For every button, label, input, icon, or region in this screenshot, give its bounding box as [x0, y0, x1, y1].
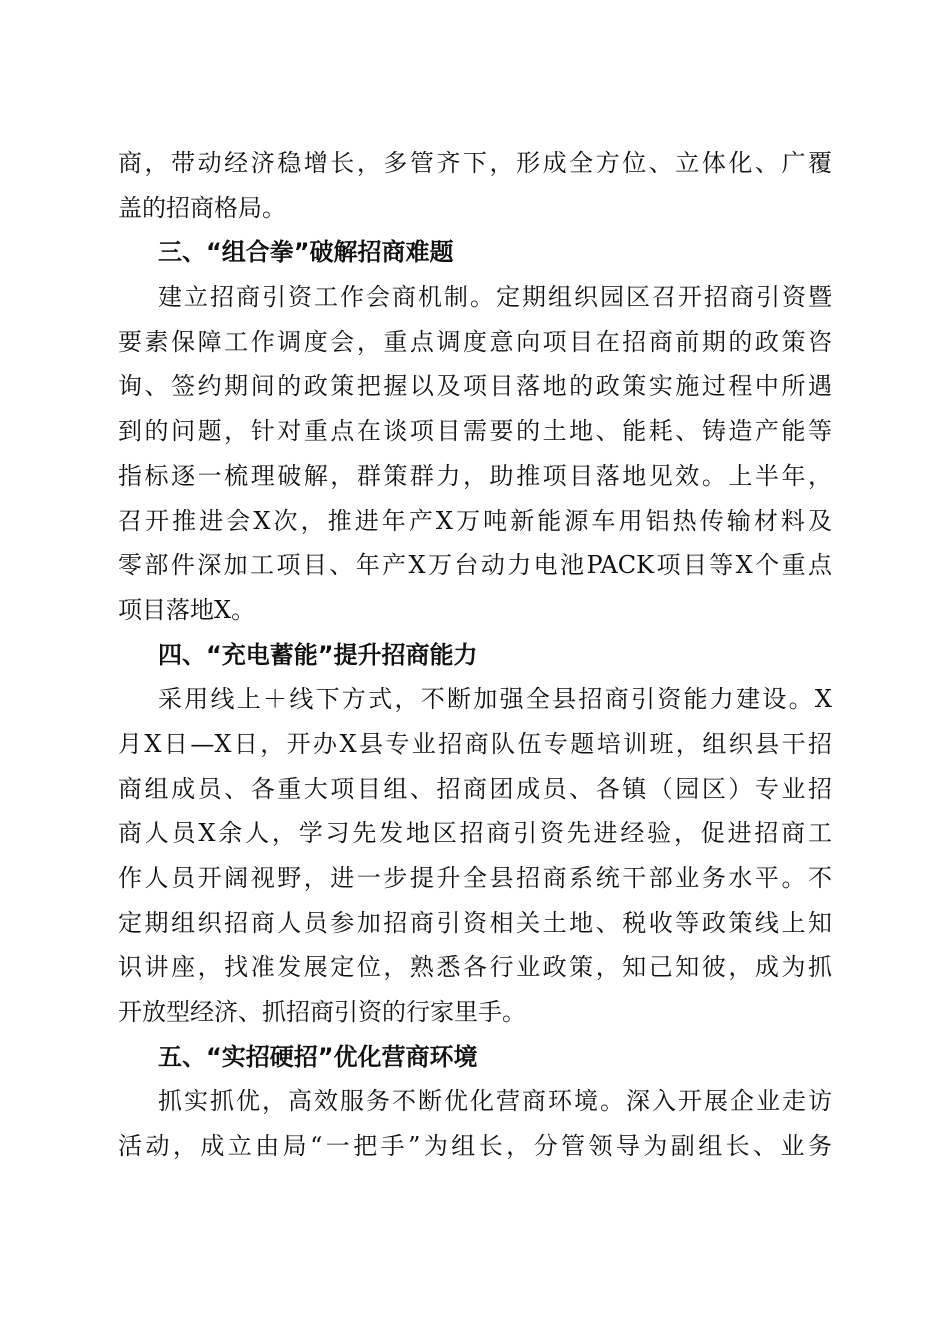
text-line: 四、“充电蓄能”提升招商能力 [158, 640, 478, 669]
text-line: 五、“实招硬招”优化营商环境 [158, 1042, 478, 1071]
text-line: 询、签约期间的政策把握以及项目落地的政策实施过程中所遇 [118, 372, 832, 401]
text-line: 三、“组合拳”破解招商难题 [158, 238, 454, 267]
text-line: 月X日—X日，开办X县专业招商队伍专题培训班，组织县干招 [118, 729, 832, 758]
section-heading [118, 633, 832, 678]
text-line: 指标逐一梳理破解，群策群力，助推项目落地见效。上半年， [118, 461, 832, 490]
document-body [118, 141, 832, 1169]
paragraph [118, 1079, 832, 1168]
paragraph [118, 275, 832, 633]
text-line: 要素保障工作调度会，重点调度意向项目在招商前期的政策咨 [118, 327, 832, 356]
text-line: 商人员X余人，学习先发地区招商引资先进经验，促进招商工 [118, 819, 832, 848]
text-line: 活动，成立由局“一把手”为组长，分管领导为副组长、业务 [118, 1132, 832, 1161]
text-line: 采用线上＋线下方式，不断加强全县招商引资能力建设。X [158, 685, 832, 714]
text-line: 抓实抓优，高效服务不断优化营商环境。深入开展企业走访 [158, 1087, 832, 1116]
section-heading [118, 1035, 832, 1080]
text-line: 商组成员、各重大项目组、招商团成员、各镇（园区）专业招 [118, 774, 832, 803]
paragraph [118, 141, 832, 230]
text-line: 建立招商引资工作会商机制。定期组织园区召开招商引资暨 [158, 283, 832, 312]
text-line: 识讲座，找准发展定位，熟悉各行业政策，知己知彼，成为抓 [118, 953, 832, 982]
text-line: 项目落地X。 [118, 595, 256, 624]
text-line: 定期组织招商人员参加招商引资相关土地、税收等政策线上知 [118, 908, 832, 937]
text-line: 召开推进会X次，推进年产X万吨新能源车用铝热传输材料及 [118, 506, 832, 535]
paragraph [118, 677, 832, 1035]
text-line: 开放型经济、抓招商引资的行家里手。 [118, 998, 526, 1027]
text-line: 商，带动经济稳增长，多管齐下，形成全方位、立体化、广覆 [118, 149, 832, 177]
text-line: 零部件深加工项目、年产X万台动力电池PACK项目等X个重点 [118, 551, 832, 580]
text-line: 到的问题，针对重点在谈项目需要的土地、能耗、铸造产能等 [118, 417, 832, 446]
text-line: 盖的招商格局。 [118, 193, 286, 222]
section-heading [118, 230, 832, 275]
text-line: 作人员开阔视野，进一步提升全县招商系统干部业务水平。不 [118, 864, 832, 892]
